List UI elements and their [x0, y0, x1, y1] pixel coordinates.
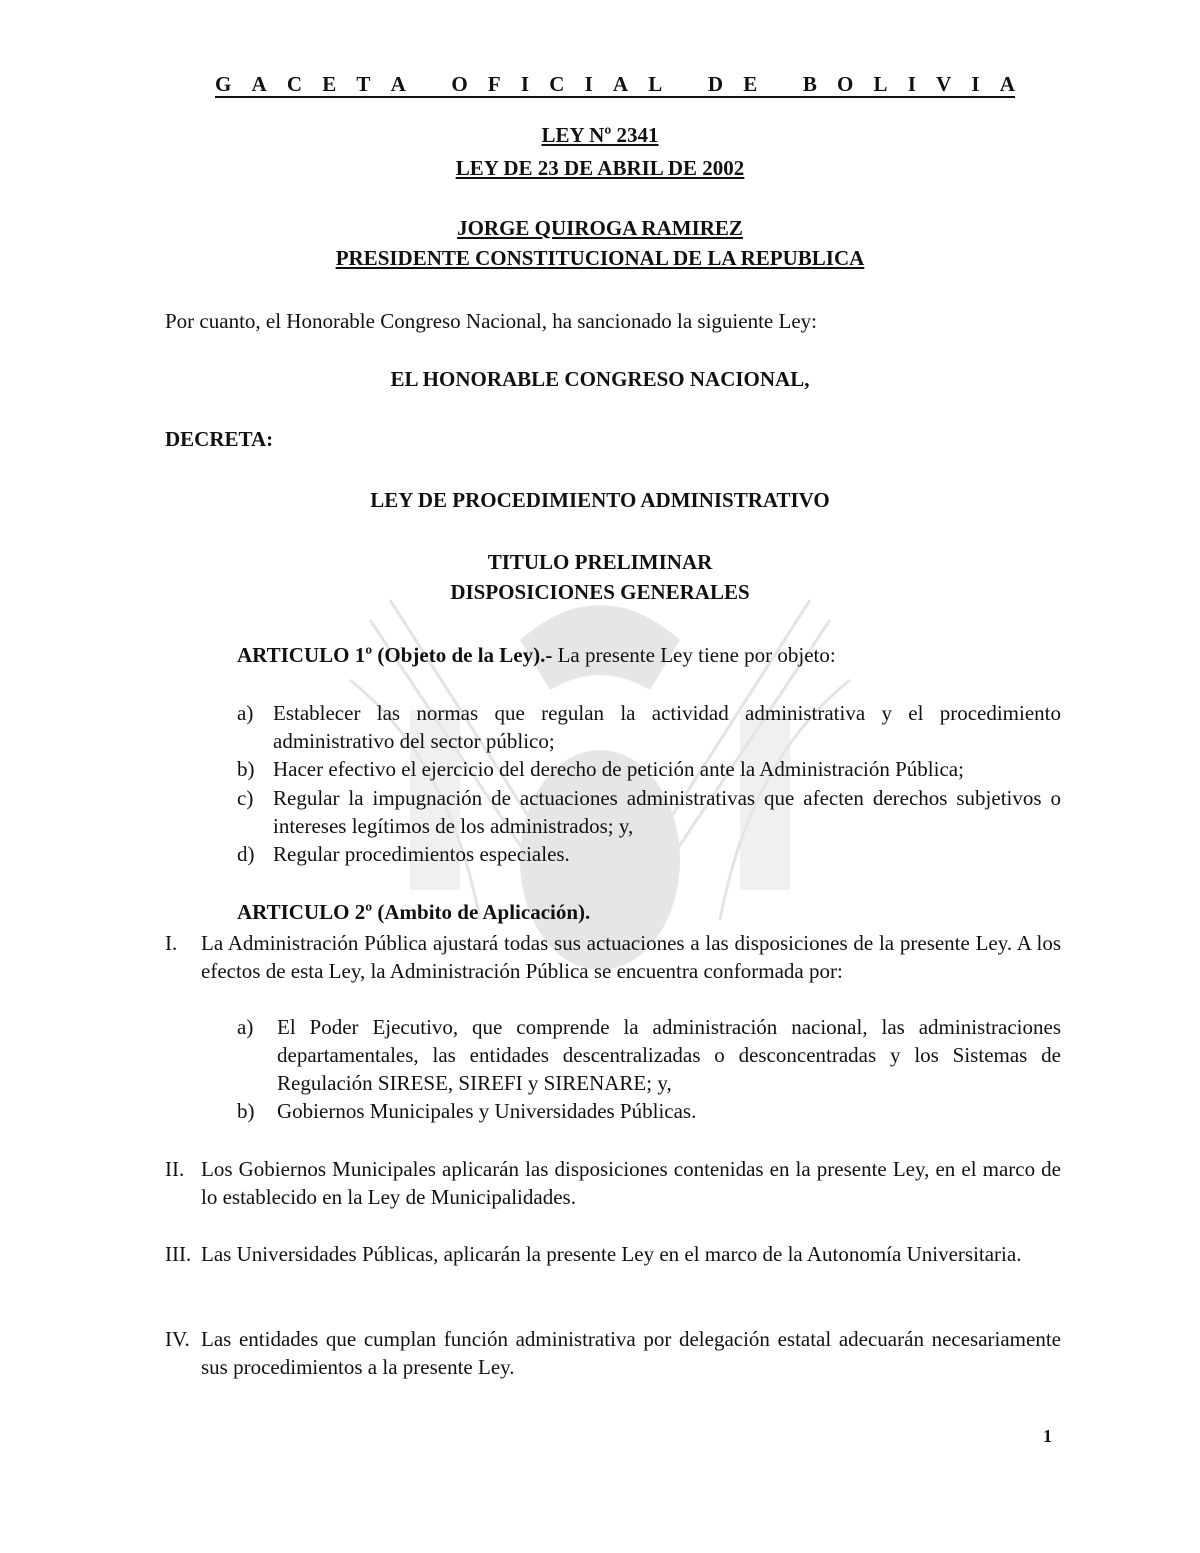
gazette-letter: I — [907, 72, 916, 96]
sub-item-text: Gobiernos Municipales y Universidades Públicas. — [277, 1099, 697, 1123]
president-title: PRESIDENTE CONSTITUCIONAL DE LA REPUBLICA — [335, 246, 865, 270]
section-text: Las Universidades Públicas, aplicarán la presente Ley en el marco de la Autonomía Universitaria. — [201, 1242, 1022, 1266]
por-cuanto-text: Por cuanto, el Honorable Congreso Nacional, ha sancionado la siguiente Ley: — [165, 309, 817, 333]
gazette-letter: A — [251, 72, 267, 96]
gazette-letter: I — [584, 72, 593, 96]
decreta-heading: DECRETA: — [165, 427, 274, 451]
section-label: I. — [165, 931, 178, 955]
congress-heading: EL HONORABLE CONGRESO NACIONAL, — [390, 367, 810, 391]
law-date: LEY DE 23 DE ABRIL DE 2002 — [455, 156, 745, 180]
gazette-letter: V — [936, 72, 952, 96]
list-item-label: a) — [237, 701, 254, 725]
gazette-letter: G — [215, 72, 232, 96]
page-number: 1 — [1043, 1426, 1052, 1446]
list-item-text: Regular la impugnación de actuaciones administrativas que afecten derechos subjetivos o intereses legítimos de los administrados; y, — [273, 786, 1061, 838]
list-item-text: Regular procedimientos especiales. — [273, 842, 570, 866]
article-1-title: ARTICULO 1º (Objeto de la Ley).- — [237, 643, 553, 667]
gazette-letter: I — [971, 72, 980, 96]
gazette-letter: O — [837, 72, 854, 96]
list-item-label: b) — [237, 757, 255, 781]
gazette-letter: B — [802, 72, 817, 96]
list-item-text: Establecer las normas que regulan la actividad administrativa y el procedimiento administrativo del sector público; — [273, 701, 1061, 753]
section-label: IV. — [165, 1327, 190, 1351]
sub-item-label: a) — [237, 1015, 254, 1039]
gazette-letter: C — [286, 72, 303, 96]
section-text: Los Gobiernos Municipales aplicarán las disposiciones contenidas en la presente Ley, en el marco de lo establecido en la Ley de Municipalidades. — [201, 1157, 1061, 1209]
gazette-gap — [682, 72, 687, 100]
section-text: La Administración Pública ajustará todas sus actuaciones a las disposiciones de la presente Ley. A los efectos de esta Ley, la Administración Pública se encuentra conformada por: — [201, 931, 1061, 983]
gazette-letter: A — [999, 72, 1015, 96]
article-1-heading — [237, 641, 836, 669]
article-1-intro: La presente Ley tiene por objeto: — [552, 643, 836, 667]
list-item-label: d) — [237, 842, 255, 866]
gazette-letter: C — [549, 72, 565, 96]
disposiciones-heading: DISPOSICIONES GENERALES — [450, 580, 750, 604]
law-number: LEY Nº 2341 — [541, 123, 659, 147]
titulo-heading: TITULO PRELIMINAR — [487, 550, 713, 574]
gazette-letter: F — [487, 72, 501, 96]
gazette-gap — [777, 72, 782, 100]
section-label: II. — [165, 1157, 185, 1181]
gazette-letter: E — [743, 72, 758, 96]
list-item-label: c) — [237, 786, 254, 810]
gazette-letter: D — [707, 72, 724, 96]
gazette-letter: E — [322, 72, 337, 96]
list-item-text: Hacer efectivo el ejercicio del derecho de petición ante la Administración Pública; — [273, 757, 964, 781]
gazette-letter: O — [451, 72, 468, 96]
article-2-heading: ARTICULO 2º (Ambito de Aplicación). — [237, 900, 591, 924]
gazette-letter: A — [612, 72, 629, 96]
gazette-gap — [426, 72, 431, 100]
sub-item-text: El Poder Ejecutivo, que comprende la administración nacional, las administraciones departamentales, las entidades descentralizadas o desconcentradas y los Sistemas de Regulación SIRESE, SIREFI y SIRENARE; y, — [277, 1015, 1061, 1095]
section-label: III. — [165, 1242, 192, 1266]
gazette-letter: L — [873, 72, 888, 96]
gazette-header — [215, 72, 1015, 100]
gazette-letter: A — [390, 72, 406, 96]
gazette-letter: I — [520, 72, 530, 96]
sub-item-label: b) — [237, 1099, 255, 1123]
law-name: LEY DE PROCEDIMIENTO ADMINISTRATIVO — [370, 488, 830, 512]
gazette-letter: T — [356, 72, 371, 96]
gazette-letter: L — [648, 72, 663, 96]
president-name: JORGE QUIROGA RAMIREZ — [457, 216, 743, 240]
section-text: Las entidades que cumplan función administrativa por delegación estatal adecuarán necesariamente sus procedimientos a la presente Ley. — [201, 1327, 1061, 1379]
